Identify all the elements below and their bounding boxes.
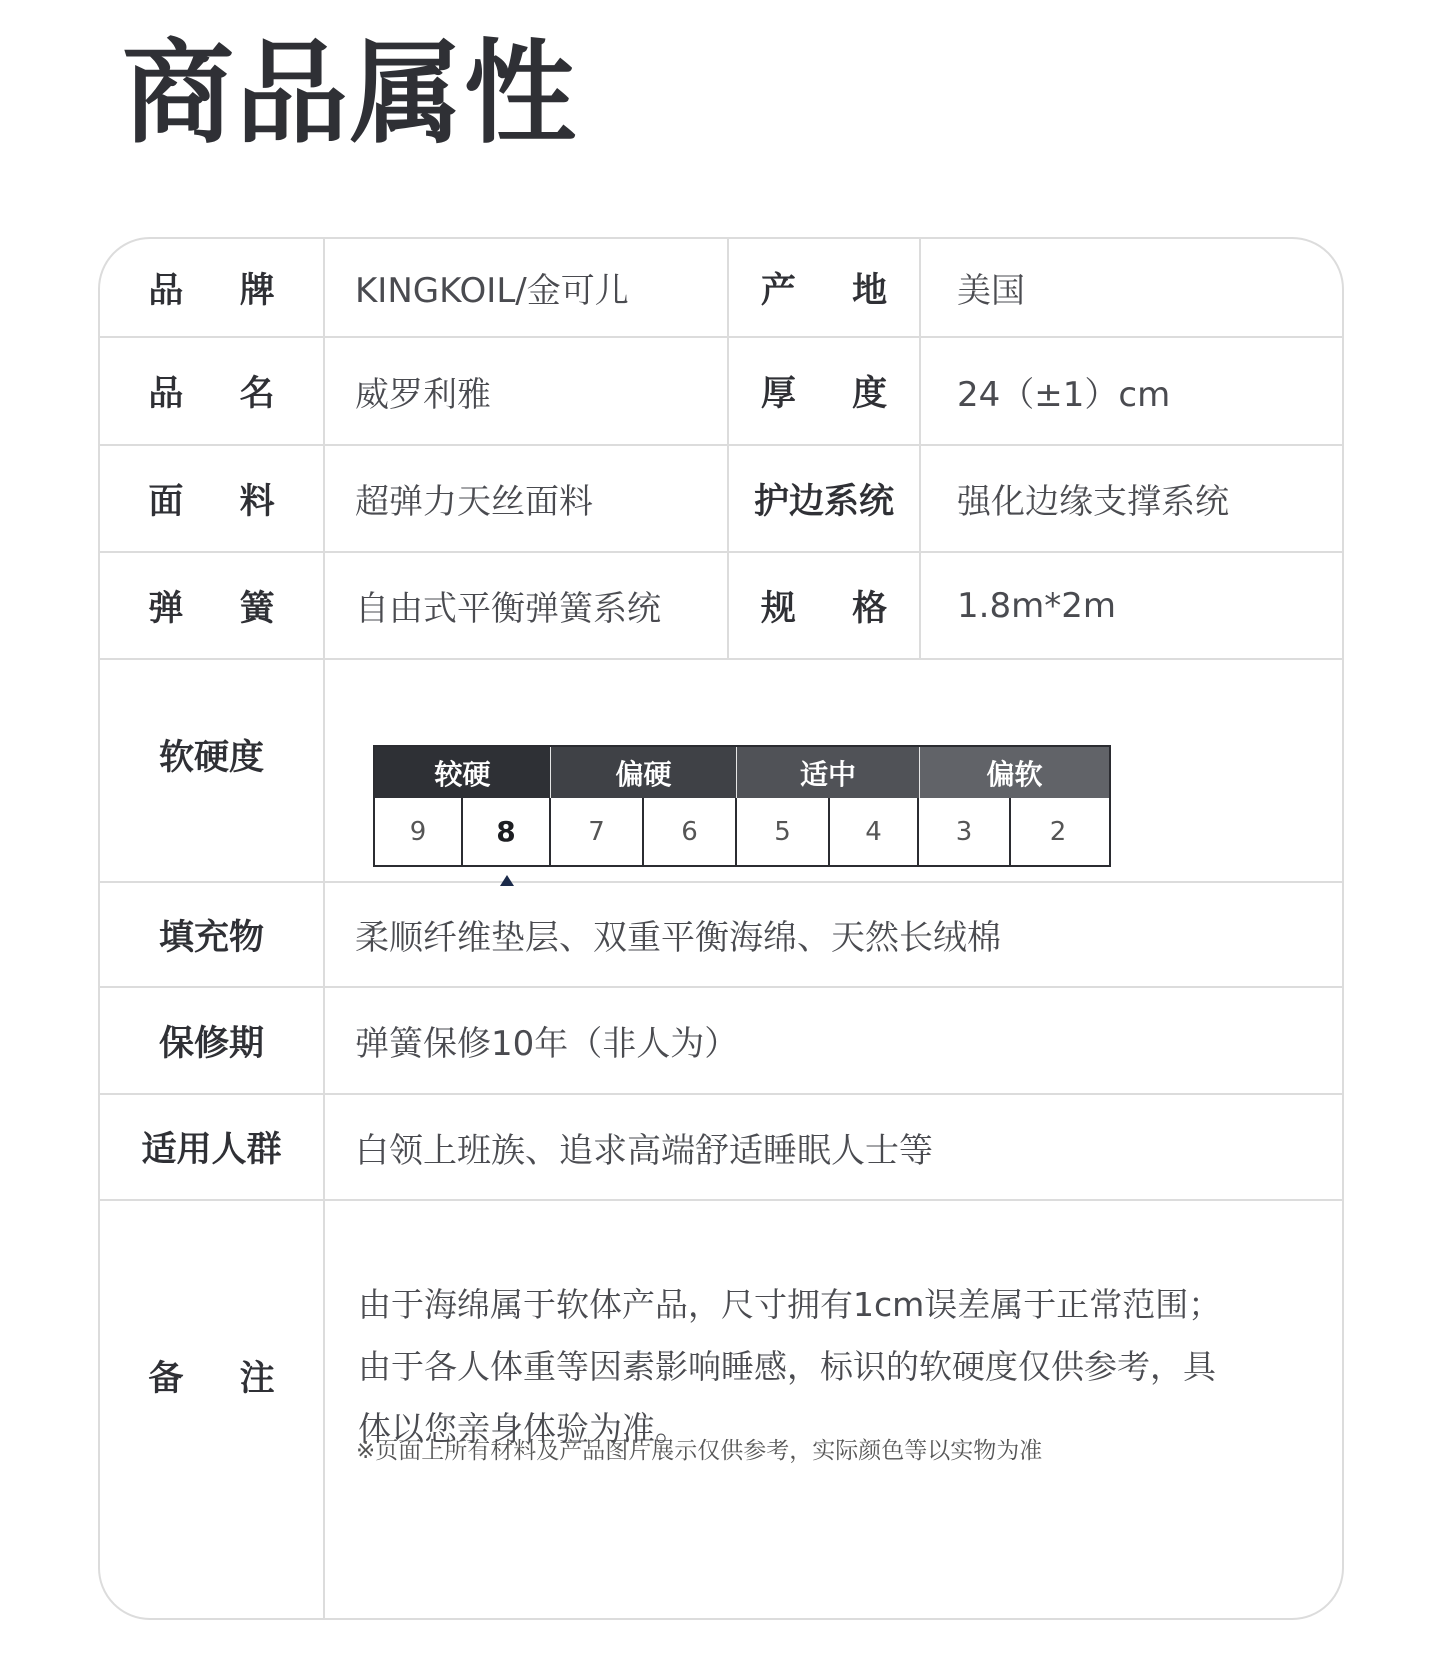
fabric-value: 超弹力天丝面料 <box>355 482 593 522</box>
filling-value: 柔顺纤维垫层、双重平衡海绵、天然长绒棉 <box>355 918 1001 958</box>
note-line: 由于各人体重等因素影响睡感，标识的软硬度仅供参考，具 <box>358 1347 1216 1386</box>
origin-label: 产 地 <box>760 270 910 311</box>
audience-value: 白领上班族、追求高端舒适睡眠人士等 <box>355 1130 933 1171</box>
hardness-level: 4 <box>830 798 919 865</box>
hardness-group-soft: 偏软 <box>920 747 1109 798</box>
edge-system-label: 护边系统 <box>753 481 894 522</box>
origin-value: 美国 <box>957 271 1025 311</box>
hardness-level: 5 <box>737 798 830 865</box>
product-name-label: 品 名 <box>148 374 297 414</box>
hardness-level: 3 <box>919 798 1011 865</box>
disclaimer: ※页面上所有材料及产品图片展示仅供参考，实际颜色等以实物为准 <box>356 1438 1043 1464</box>
hardness-level: 9 <box>375 798 463 865</box>
note-line: 由于海绵属于软体产品，尺寸拥有1cm误差属于正常范围； <box>358 1285 1222 1324</box>
product-name-value: 威罗利雅 <box>355 374 491 415</box>
hardness-level: 2 <box>1049 816 1067 847</box>
spring-label: 弹 簧 <box>148 588 297 629</box>
hardness-group-medium-firm: 偏硬 <box>551 747 737 798</box>
audience-label: 适用人群 <box>141 1130 282 1170</box>
fabric-label: 面 料 <box>148 481 297 522</box>
note-line: 体以您亲身体验为准。 <box>358 1409 688 1448</box>
brand-label: 品 牌 <box>148 270 297 311</box>
page-title: 商品属性 <box>122 29 578 159</box>
hardness-level: 8 <box>463 798 551 865</box>
thickness-value: 24（±1）cm <box>957 374 1171 415</box>
column-divider <box>919 239 921 659</box>
brand-value: KINGKOIL/金可儿 <box>355 271 629 311</box>
size-label: 规 格 <box>760 588 910 629</box>
spring-value: 自由式平衡弹簧系统 <box>355 589 661 629</box>
hardness-group-firm: 较硬 <box>375 747 551 798</box>
hardness-level: 6 <box>644 798 737 865</box>
hardness-group-medium: 适中 <box>737 747 920 798</box>
hardness-scale <box>373 745 1111 867</box>
notes-label: 备 注 <box>148 1359 297 1399</box>
warranty-value: 弹簧保修10年（非人为） <box>355 1024 739 1064</box>
filling-label: 填充物 <box>158 917 264 958</box>
thickness-label: 厚 度 <box>760 374 910 414</box>
column-divider <box>323 239 325 1620</box>
hardness-level: 7 <box>551 798 644 865</box>
size-value: 1.8m*2m <box>957 585 1116 626</box>
warranty-label: 保修期 <box>158 1023 264 1064</box>
hardness-label: 软硬度 <box>158 738 264 778</box>
edge-system-value: 强化边缘支撑系统 <box>957 482 1229 522</box>
attributes-table <box>98 237 1344 1620</box>
